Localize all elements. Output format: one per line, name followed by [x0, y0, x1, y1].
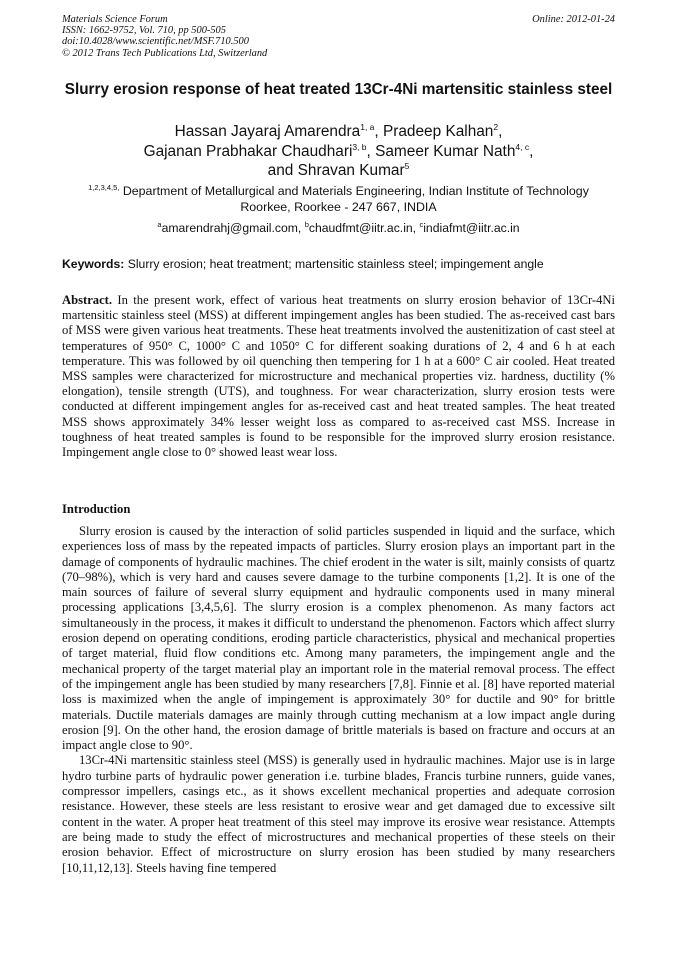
paper-title: Slurry erosion response of heat treated 13Cr-4Ni martensitic stainless steel	[64, 81, 613, 98]
abstract-label: Abstract.	[62, 293, 113, 307]
paragraph: 13Cr-4Ni martensitic stainless steel (MSS) is generally used in hydraulic machines. Major use is in large hydro turbine parts of hydraulic power generation i.e. turbine blades, Francis turbine runners, guide vanes, compressor impellers, casings etc., as it shows excellent mechanical properties and adequate corrosion resistance. However, these steels are less resistant to erosive wear and get damaged due to excessive silt content in the water. A proper heat treatment of this steel may improve its erosive wear resistance. Attempts are being made to study the effect of microstructures and mechanical properties of these steels on their erosion behavior. Effect of microstructure on slurry erosion has been studied by many researchers [10,11,12,13]. Steels having fine tempered	[62, 753, 615, 875]
email-link[interactable]: indiafmt@iitr.ac.in	[423, 221, 520, 235]
author-list: Hassan Jayaraj Amarendra$^{1, a}$, Pradeep Kalhan$^2$, Gajanan Prabhakar Chaudhari$^{3, b}$, Sameer Kumar Nath$^{4, c}$, and Shravan Kumar$^5$	[143, 122, 534, 179]
author-name: Pradeep Kalhan	[382, 123, 494, 140]
section-heading-introduction: Introduction	[62, 502, 131, 516]
email-link[interactable]: chaudfmt@iitr.ac.in,	[308, 221, 417, 235]
author-conjunction: and	[267, 162, 294, 179]
affiliation-superscript: 1,2,3,4,5,	[88, 183, 120, 192]
author-superscript: 1, a	[360, 122, 375, 132]
author-superscript: 4, c	[515, 141, 530, 152]
journal-header	[62, 14, 615, 59]
affiliation	[62, 183, 615, 215]
author-superscript: 2	[493, 122, 499, 132]
author-emails	[62, 221, 615, 235]
online-date: Online: 2012-01-24	[532, 14, 615, 25]
keywords-label: Keywords:	[62, 257, 125, 271]
email-link[interactable]: amarendrahj@gmail.com,	[161, 221, 302, 235]
keywords	[62, 257, 615, 271]
keywords-text: Slurry erosion; heat treatment; martensitic stainless steel; impingement angle	[127, 257, 544, 271]
email-superscript: a	[157, 220, 162, 229]
copyright-line: © 2012 Trans Tech Publications Ltd, Switzerland	[62, 47, 268, 59]
abstract	[62, 293, 615, 460]
journal-name: Materials Science Forum	[62, 14, 168, 25]
author-superscript: 3, b	[352, 141, 367, 152]
issn-line: ISSN: 1662-9752, Vol. 710, pp 500-505	[62, 25, 226, 37]
author-name: Shravan Kumar	[297, 162, 405, 179]
author-name: Hassan Jayaraj Amarendra	[174, 123, 361, 140]
email-superscript: b	[304, 220, 309, 229]
author-superscript: 5	[404, 161, 410, 171]
author-name: Gajanan Prabhakar Chaudhari	[143, 142, 353, 160]
affiliation-text: Department of Metallurgical and Materials Engineering, Indian Institute of Technology Roorkee, Roorkee - 247 667, INDIA	[122, 184, 589, 214]
introduction-body	[62, 524, 615, 876]
abstract-text: In the present work, effect of various heat treatments on slurry erosion behavior of 13Cr-4Ni martensitic stainless steel (MSS) at different impingement angles has been studied. The as-received cast bars of MSS were given various heat treatments. These heat treatments involved the austenitization of cast steel at temperatures of 950° C, 1000° C and 1050° C for different soaking durations of 2, 4 and 6 h at each temperature. This was followed by oil quenching then tempering for 1 h at a 600° C air cooled. Heat treated MSS samples were characterized for microstructure and mechanical properties viz. hardness, ductility (% elongation), tensile strength (UTS), and toughness. For wear characterization, slurry erosion tests were conducted at different impingement angles for as-received cast and heat treated samples. The heat treated MSS shows approximately 34% lesser weight loss as compared to as-received cast MSS. Increase in toughness of heat treated samples is found to be responsible for the improved slurry erosion resistance. Impingement angle close to 0° showed least wear loss.	[62, 293, 615, 460]
email-superscript: c	[419, 220, 424, 229]
paragraph: Slurry erosion is caused by the interaction of solid particles suspended in liquid and the surface, which experiences loss of mass by the repeated impacts of particles. Slurry erosion plays an important part in the damage of components of hydraulic machines. The chief erodent in the water is silt, mainly consists of quartz (70–98%), which is very hard and causes severe damage to the turbine components [1,2]. It is one of the main sources of failure of several slurry equipment and hydraulic components used in many mineral processing applications [3,4,5,6]. The slurry erosion is a complex phenomenon. As many factors act simultaneously in the process, it makes it difficult to understand the phenomenon. Factors which affect slurry erosion depend on operating conditions, eroding particle characteristics, physical and mechanical properties of target material, fluid flow conditions etc. Among many parameters, the impingement angle and the mechanical property of the target material play an important role in the material removal process. The effect of the impingement angle has been studied by many researchers [7,8]. Finnie et al. [8] have reported material loss is maximized when the angle of impingement is approximately 30° for ductile and 90° for brittle materials. Ductile materials damages are mainly through cutting mechanism at a low impact angle during erosion [9]. On the other hand, the erosion damage of brittle materials is based on fracture and occurs at an impact angle close to 90°.	[62, 524, 615, 753]
author-name: Sameer Kumar Nath	[375, 142, 516, 160]
doi-line: doi:10.4028/www.scientific.net/MSF.710.500	[62, 36, 249, 48]
